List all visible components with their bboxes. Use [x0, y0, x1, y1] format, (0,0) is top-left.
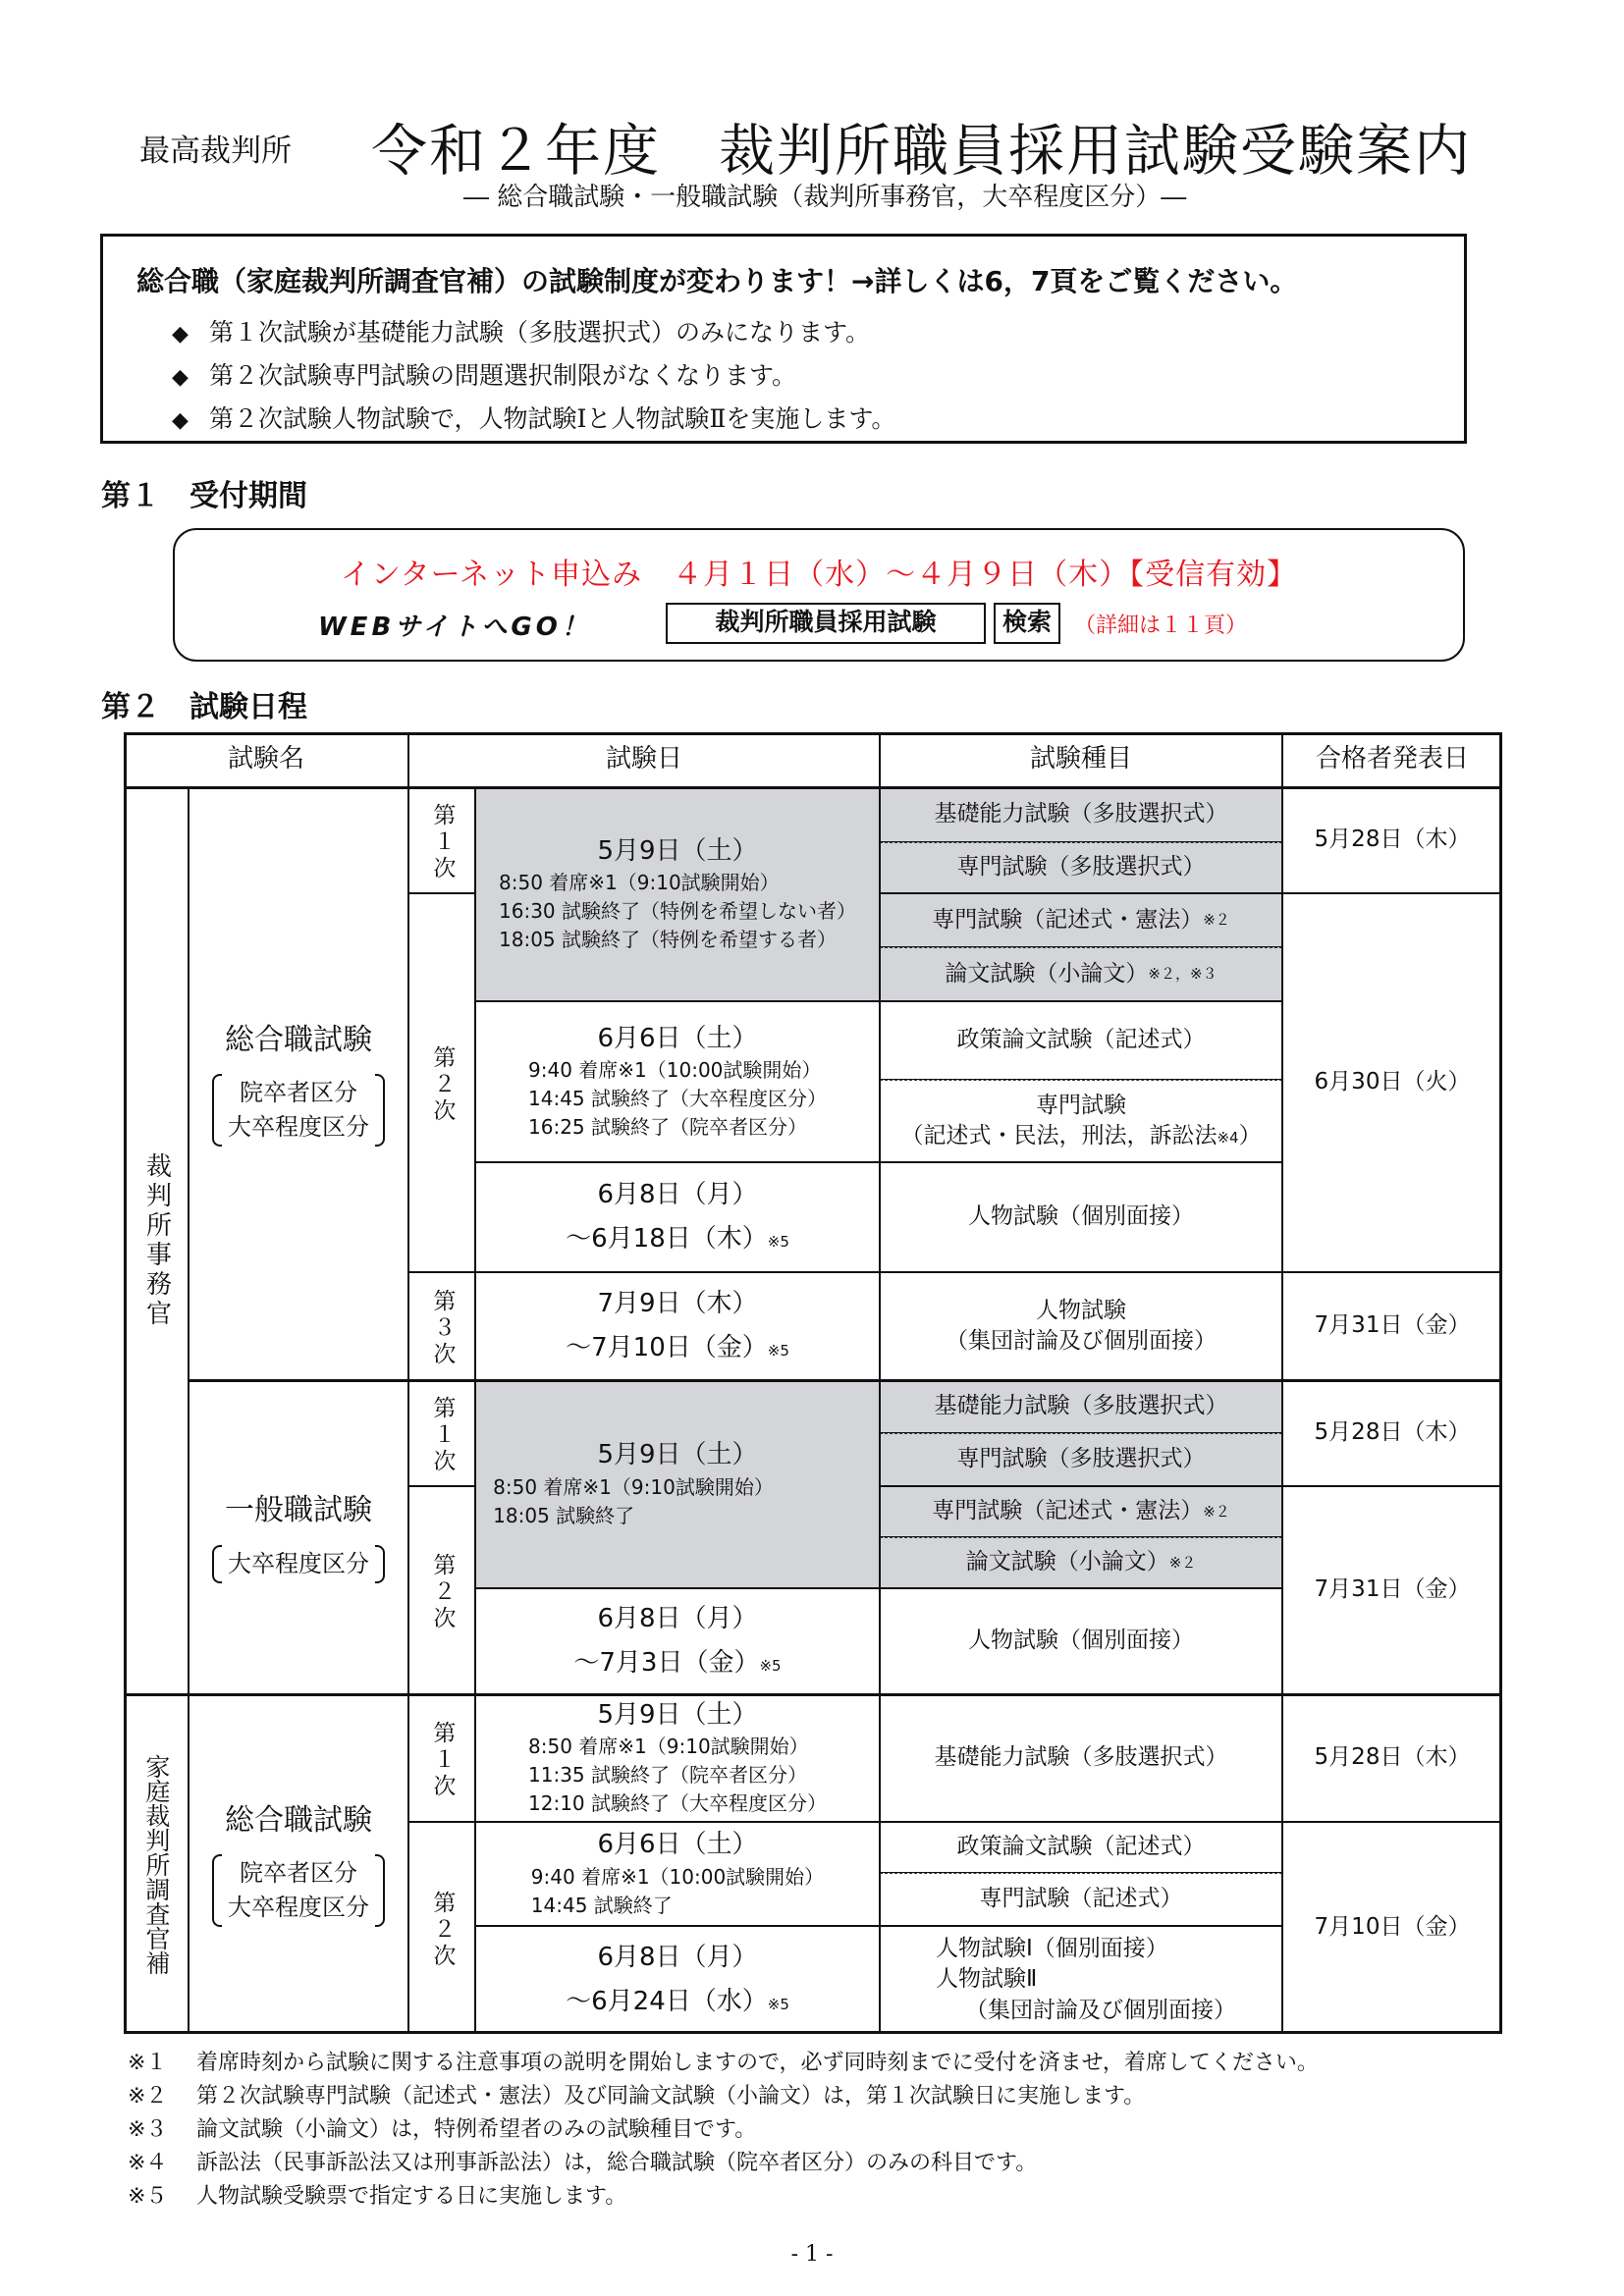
issuer-name: 最高裁判所	[139, 133, 292, 169]
notice-item: ◆ 第２次試験人物試験で，人物試験Ⅰと人物試験Ⅱを実施します。	[172, 404, 896, 433]
exam-type-cell: 人物試験（個別面接）	[880, 1162, 1282, 1272]
header-exam-name: 試験名	[124, 732, 408, 787]
table-rule	[124, 786, 1502, 789]
exam-type-cell: 論文試験（小論文） ※２	[880, 1537, 1282, 1588]
exam-type-cell: 基礎能力試験（多肢選択式）	[880, 1380, 1282, 1433]
header-exam-date: 試験日	[408, 732, 880, 787]
exam-type-cell: 専門試験（記述式・憲法） ※２	[880, 1486, 1282, 1537]
division-bracket: 院卒者区分 大卒程度区分	[212, 1074, 385, 1147]
page-subtitle: ― 総合職試験・一般職試験（裁判所事務官，大卒程度区分）―	[463, 183, 1187, 212]
result-date-cell: 5月28日（木）	[1282, 1694, 1502, 1822]
result-date-cell: 7月31日（金）	[1282, 1272, 1502, 1380]
exam-date-cell: 6月8日（月） ～7月3日（金）※5	[475, 1588, 880, 1694]
period-detail-note: （詳細は１１頁）	[1074, 614, 1248, 638]
page-title: 令和２年度 裁判所職員採用試験受験案内	[371, 119, 1472, 184]
exam-date-cell: 6月6日（土） 9:40 着席※1（10:00試験開始） 14:45 試験終了	[475, 1822, 880, 1926]
footnote: ※１ 着席時刻から試験に関する注意事項の説明を開始しますので，必ず同時刻までに受付を済ませ，着席してください。	[128, 2051, 1319, 2075]
stage-label: 第３次	[408, 1272, 475, 1380]
division-bracket: 大卒程度区分	[212, 1545, 385, 1583]
category-family-court-investigator: 家庭裁判所調査官補	[124, 1694, 189, 2034]
category-court-clerk: 裁判所事務官	[124, 787, 189, 1694]
notice-item: ◆ 第２次試験専門試験の問題選択制限がなくなります。	[172, 361, 797, 390]
exam-date-cell: 6月6日（土） 9:40 着席※1（10:00試験開始） 14:45 試験終了（大卒程度区分） 16:25 試験終了（院卒者区分）	[475, 1001, 880, 1162]
exam-general-sogo: 総合職試験 院卒者区分 大卒程度区分	[189, 787, 408, 1380]
result-date-cell: 5月28日（木）	[1282, 787, 1502, 893]
exam-type-cell: 専門試験（多肢選択式）	[880, 1433, 1282, 1486]
page-number: - 1 -	[790, 2242, 834, 2267]
table-rule	[189, 1379, 1502, 1382]
stage-label: 第２次	[408, 1822, 475, 2034]
exam-type-cell: 基礎能力試験（多肢選択式）	[880, 1694, 1282, 1822]
stage-label: 第１次	[408, 1694, 475, 1822]
exam-ippan: 一般職試験 大卒程度区分	[189, 1380, 408, 1694]
notice-item: ◆ 第１次試験が基礎能力試験（多肢選択式）のみになります。	[172, 318, 871, 347]
stage-label: 第２次	[408, 893, 475, 1272]
exam-date-cell: 5月9日（土） 8:50 着席※1（9:10試験開始） 18:05 試験終了	[475, 1380, 880, 1588]
result-date-cell: 7月10日（金）	[1282, 1822, 1502, 2034]
exam-type-cell: 人物試験Ⅰ（個別面接） 人物試験Ⅱ （集団討論及び個別面接）	[880, 1926, 1282, 2034]
stage-label: 第２次	[408, 1486, 475, 1694]
exam-type-cell: 専門試験 （記述式・民法，刑法，訴訟法※4）	[880, 1080, 1282, 1162]
exam-sogo-investigator: 総合職試験 院卒者区分 大卒程度区分	[189, 1694, 408, 2034]
diamond-bullet-icon: ◆	[172, 322, 189, 347]
web-go-label: WEBサイトへGO！	[318, 613, 591, 642]
diamond-bullet-icon: ◆	[172, 408, 189, 433]
exam-type-cell: 人物試験（個別面接）	[880, 1588, 1282, 1694]
exam-schedule-table	[124, 732, 1502, 2034]
header-result-date: 合格者発表日	[1282, 732, 1502, 787]
division-bracket: 院卒者区分 大卒程度区分	[212, 1854, 385, 1927]
exam-date-cell: 5月9日（土） 8:50 着席※1（9:10試験開始） 11:35 試験終了（院卒者区分） 12:10 試験終了（大卒程度区分）	[475, 1694, 880, 1822]
stage-label: 第１次	[408, 1380, 475, 1486]
result-date-cell: 7月31日（金）	[1282, 1486, 1502, 1694]
footnote: ※２ 第２次試験専門試験（記述式・憲法）及び同論文試験（小論文）は，第１次試験日に実施します。	[128, 2084, 1146, 2109]
exam-date-cell: 6月8日（月） ～6月24日（水）※5	[475, 1926, 880, 2034]
exam-date-cell: 6月8日（月） ～6月18日（木）※5	[475, 1162, 880, 1272]
exam-type-cell: 専門試験（記述式）	[880, 1873, 1282, 1926]
exam-type-cell: 論文試験（小論文） ※２，※３	[880, 947, 1282, 1001]
exam-type-cell: 基礎能力試験（多肢選択式）	[880, 787, 1282, 842]
stage-label: 第１次	[408, 787, 475, 893]
table-rule	[124, 1693, 1502, 1696]
section-heading-period: 第１ 受付期間	[101, 479, 307, 513]
footnote: ※３ 論文試験（小論文）は，特例希望者のみの試験種目です。	[128, 2117, 757, 2142]
result-date-cell: 5月28日（木）	[1282, 1380, 1502, 1486]
notice-heading: 総合職（家庭裁判所調査官補）の試験制度が変わります！→詳しくは6，7頁をご覧ください。	[136, 265, 1298, 297]
application-period-text: インターネット申込み ４月１日（水）～４月９日（木）【受信有効】	[340, 558, 1298, 592]
diamond-bullet-icon: ◆	[172, 365, 189, 390]
header-exam-type: 試験種目	[880, 732, 1282, 787]
exam-type-cell: 人物試験 （集団討論及び個別面接）	[880, 1272, 1282, 1380]
exam-type-cell: 専門試験（多肢選択式）	[880, 842, 1282, 893]
exam-type-cell: 専門試験（記述式・憲法） ※２	[880, 893, 1282, 947]
footnote: ※５ 人物試験受験票で指定する日に実施します。	[128, 2184, 627, 2209]
application-period-box	[173, 528, 1465, 662]
exam-type-cell: 政策論文試験（記述式）	[880, 1001, 1282, 1080]
exam-type-cell: 政策論文試験（記述式）	[880, 1822, 1282, 1873]
section-heading-schedule: 第２ 試験日程	[101, 690, 307, 724]
footnote: ※４ 訴訟法（民事訴訟法又は刑事訴訟法）は，総合職試験（院卒者区分）のみの科目です。	[128, 2151, 1038, 2175]
search-button[interactable]: 検索	[994, 603, 1060, 644]
exam-date-cell: 5月9日（土） 8:50 着席※1（9:10試験開始） 16:30 試験終了（特例を希望しない者） 18:05 試験終了（特例を希望する者）	[475, 787, 880, 1001]
exam-date-cell: 7月9日（木） ～7月10日（金）※5	[475, 1272, 880, 1380]
search-input[interactable]: 裁判所職員採用試験	[666, 603, 986, 644]
notice-box	[100, 234, 1467, 444]
result-date-cell: 6月30日（火）	[1282, 893, 1502, 1272]
